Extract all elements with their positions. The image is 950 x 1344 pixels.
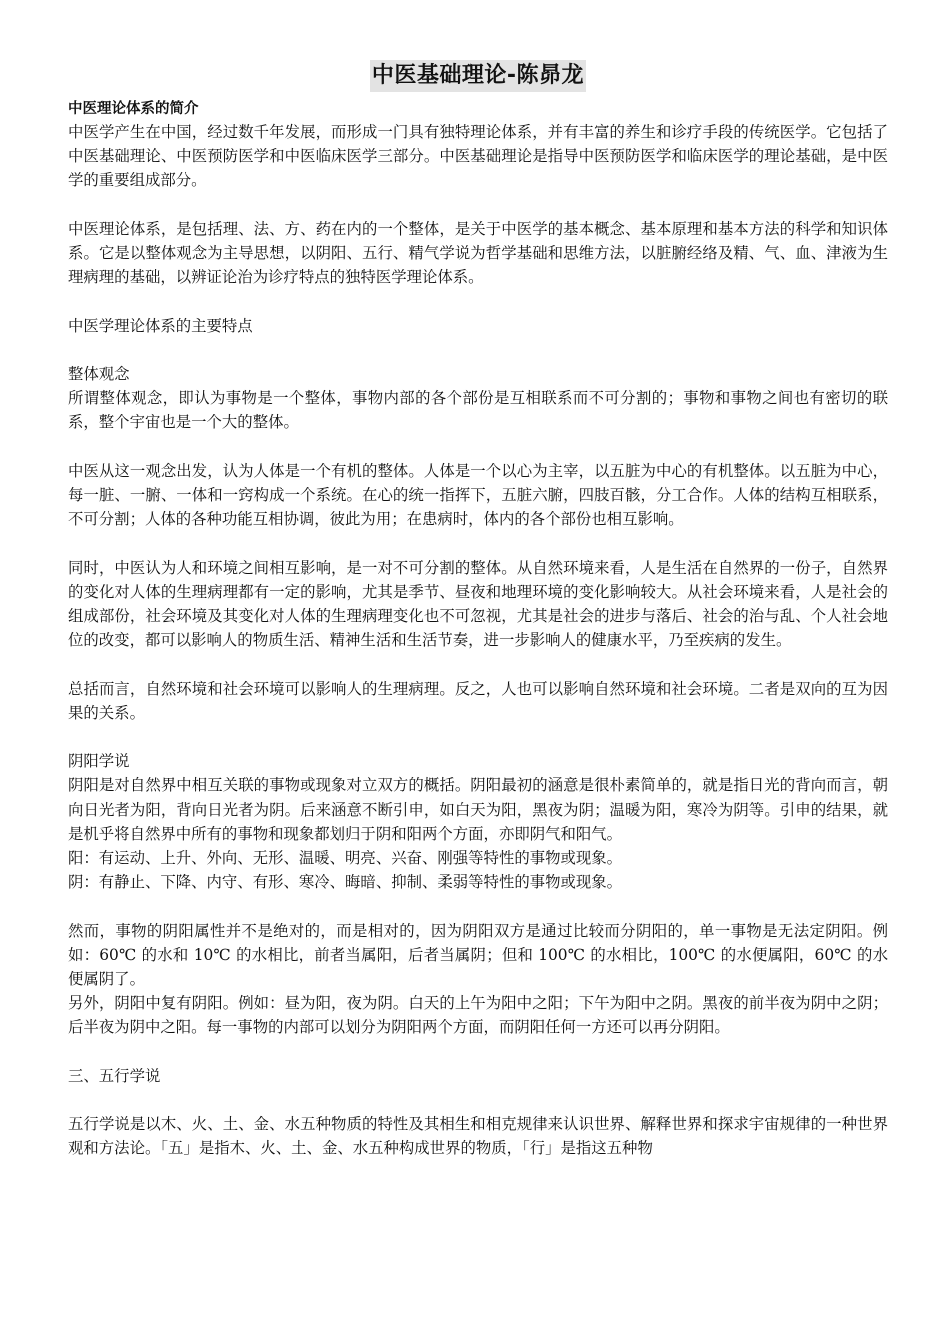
paragraph: 中医理论体系，是包括理、法、方、药在内的一个整体，是关于中医学的基本概念、基本原理和基本方法的科学和知识体系。它是以整体观念为主导思想，以阴阳、五行、精气学说为哲学基础和思维方法，以脏腑经络及精、气、血、津液为生理病理的基础，以辨证论治为诊疗特点的独特医学理论体系。: [68, 219, 888, 287]
paragraph: 阴：有静止、下降、内守、有形、寒冷、晦暗、抑制、柔弱等特性的事物或现象。: [68, 873, 623, 892]
paragraph: 阴阳是对自然界中相互关联的事物或现象对立双方的概括。阴阳最初的涵意是很朴素简单的，就是指日光的背向而言，朝向日光者为阳，背向日光者为阴。后来涵意不断引申，如白天为阳，黑夜为阴；温暖为阳，寒冷为阴等。引申的结果，就是机乎将自然界中所有的事物和现象都划归于阴和阳两个方面，亦即阴气和阳气。: [68, 776, 888, 843]
paragraph: 五行学说是以木、火、土、金、水五种物质的特性及其相生和相克规律来认识世界、解释世界和探求宇宙规律的一种世界观和方法论。「五」是指木、火、土、金、水五种构成世界的物质，「行」是指这五种物: [68, 1115, 888, 1158]
paragraph: 中医从这一观念出发，认为人体是一个有机的整体。人体是一个以心为主宰，以五脏为中心的有机整体。以五脏为中心，每一脏、一腑、一体和一窍构成一个系统。在心的统一指挥下，五脏六腑，四肢百骸，分工合作。人体的结构互相联系，不可分割；人体的各种功能互相协调，彼此为用；在患病时，体内的各个部份也相互影响。: [68, 461, 888, 529]
paragraph: 整体观念: [68, 364, 130, 383]
paragraph: 另外，阴阳中复有阴阳。例如：昼为阳，夜为阴。白天的上午为阳中之阳；下午为阳中之阴。黑夜的前半夜为阴中之阴；后半夜为阴中之阳。每一事物的内部可以划分为阴阳两个方面，而阴阳任何一方还可以再分阴阳。: [68, 994, 888, 1037]
paragraph: 三、五行学说: [68, 1066, 161, 1085]
paragraph: 总括而言，自然环境和社会环境可以影响人的生理病理。反之，人也可以影响自然环境和社会环境。二者是双向的互为因果的关系。: [68, 679, 888, 722]
paragraph: 同时，中医认为人和环境之间相互影响，是一对不可分割的整体。从自然环境来看，人是生活在自然界的一份子，自然界的变化对人体的生理病理都有一定的影响，尤其是季节、昼夜和地理环境的变化影响较大。从社会环境来看，人是社会的组成部份，社会环境及其变化对人体的生理病理变化也不可忽视，尤其是社会的进步与落后、社会的治与乱、个人社会地位的改变，都可以影响人的物质生活、精神生活和生活节奏，进一步影响人的健康水平，乃至疾病的发生。: [68, 558, 888, 650]
paragraph: 阴阳学说: [68, 752, 130, 771]
paragraph-gap: [68, 1040, 888, 1064]
paragraph-gap: [68, 338, 888, 362]
paragraph-gap: [68, 652, 888, 676]
paragraph-gap: [68, 289, 888, 313]
paragraph: 中医学理论体系的主要特点: [68, 316, 253, 335]
paragraph-gap: [68, 435, 888, 459]
paragraph: 然而，事物的阴阳属性并不是绝对的，而是相对的，因为阴阳双方是通过比较而分阴阳的，单一事物是无法定阴阳。例如：60℃ 的水和 10℃ 的水相比，前者当属阳，后者当属阴；但和 100℃ 的水相比，100℃ 的水便属阳，60℃ 的水便属阴了。: [68, 921, 888, 988]
paragraph: 阳：有运动、上升、外向、无形、温暖、明亮、兴奋、刚强等特性的事物或现象。: [68, 848, 623, 867]
paragraph-gap: [68, 1088, 888, 1112]
page-title: 中医基础理论-陈昴龙: [370, 60, 586, 92]
paragraph-gap: [68, 193, 888, 217]
document-body: [68, 120, 888, 1161]
paragraph: 所谓整体观念，即认为事物是一个整体，事物内部的各个部份是互相联系而不可分割的；事物和事物之间也有密切的联系，整个宇宙也是一个大的整体。: [68, 389, 888, 432]
paragraph-gap: [68, 531, 888, 555]
section-heading: 中医理论体系的简介: [68, 101, 199, 117]
paragraph: 中医学产生在中国，经过数千年发展，而形成一门具有独特理论体系，并有丰富的养生和诊疗手段的传统医学。它包括了中医基础理论、中医预防医学和中医临床医学三部分。中医基础理论是指导中医预防医学和临床医学的理论基础，是中医学的重要组成部分。: [68, 123, 888, 190]
document-page: [68, 60, 888, 1161]
paragraph-gap: [68, 894, 888, 918]
title-container: [68, 60, 888, 92]
paragraph-gap: [68, 725, 888, 749]
